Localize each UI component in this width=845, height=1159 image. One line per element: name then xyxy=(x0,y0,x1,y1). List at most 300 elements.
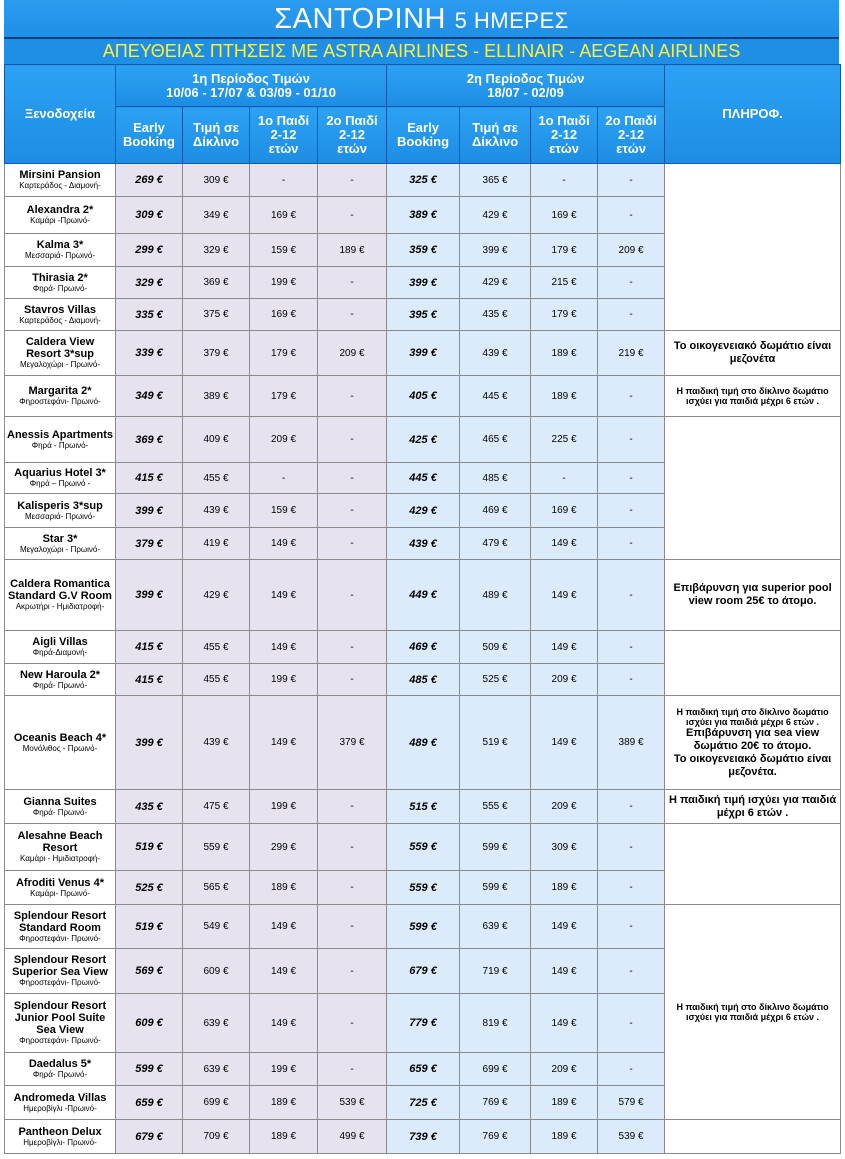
header-label: ετών xyxy=(616,141,646,156)
child-price: - xyxy=(318,299,387,331)
header-info: ΠΛΗΡΟΦ. xyxy=(665,65,841,164)
header-label: 2-12 xyxy=(618,127,645,142)
child-price: - xyxy=(250,463,318,494)
header-period-1 xyxy=(116,65,387,107)
child-price: 579 € xyxy=(598,1086,665,1120)
double-room-price: 455 € xyxy=(183,463,250,494)
early-booking-price: 415 € xyxy=(116,463,183,494)
child-price: - xyxy=(318,905,387,949)
header-p1-second-child xyxy=(318,107,387,164)
double-room-price: 369 € xyxy=(183,267,250,299)
child-price: - xyxy=(318,560,387,631)
hotel-name: Alesahne Beach Resort xyxy=(17,830,103,854)
header-label: Booking xyxy=(123,134,175,149)
double-room-price: 709 € xyxy=(183,1120,250,1154)
child-price: 189 € xyxy=(531,376,598,417)
hotel-location: Μεσσαριά- Πρωινό- xyxy=(24,511,96,521)
header-label: 1ο Παιδί xyxy=(538,113,590,128)
early-booking-price: 415 € xyxy=(116,664,183,696)
child-price: - xyxy=(318,790,387,824)
early-booking-price: 395 € xyxy=(387,299,460,331)
child-price: 209 € xyxy=(531,1053,598,1086)
early-booking-price: 679 € xyxy=(116,1120,183,1154)
header-label: 2-12 xyxy=(551,127,578,142)
hotel-cell xyxy=(5,463,116,494)
early-booking-price: 469 € xyxy=(387,631,460,664)
hotel-name: Splendour Resort Junior Pool Suite Sea View xyxy=(13,1000,107,1036)
table-row xyxy=(5,790,841,824)
header-p1-double-room-price xyxy=(183,107,250,164)
child-price: 169 € xyxy=(531,494,598,528)
double-room-price: 429 € xyxy=(460,267,531,299)
double-room-price: 549 € xyxy=(183,905,250,949)
hotel-location: Φηροστεφάνι- Πρωινό- xyxy=(19,933,101,943)
header-label: Δίκλινο xyxy=(192,134,240,149)
header-label: Booking xyxy=(397,134,450,149)
child-price: - xyxy=(318,994,387,1053)
hotel-name: Alexandra 2* xyxy=(26,204,94,216)
child-price: - xyxy=(318,949,387,994)
child-price: 179 € xyxy=(531,299,598,331)
hotel-name: Splendour Resort Superior Sea View xyxy=(12,954,108,978)
note-text: Επιβάρυνση για sea view δωμάτιο 20€ το άτομο. xyxy=(685,726,820,752)
early-booking-price: 415 € xyxy=(116,631,183,664)
hotel-name: Aquarius Hotel 3* xyxy=(14,467,106,479)
hotel-location: Καμάρι -Πρωινό- xyxy=(30,216,90,225)
early-booking-price: 659 € xyxy=(116,1086,183,1120)
hotel-name: Aigli Villas xyxy=(32,636,88,648)
child-price: - xyxy=(598,376,665,417)
double-room-price: 819 € xyxy=(460,994,531,1053)
hotel-name: Margarita 2* xyxy=(28,385,92,397)
hotel-cell xyxy=(5,949,116,994)
early-booking-price: 485 € xyxy=(387,664,460,696)
child-price: - xyxy=(531,164,598,197)
child-price: 149 € xyxy=(250,696,318,790)
header-label: 2ο Παιδί xyxy=(605,113,657,128)
child-price: 309 € xyxy=(531,824,598,871)
early-booking-price: 359 € xyxy=(387,234,460,267)
note-text: Το οικογενειακό δωμάτιο είναι μεζονέτα. xyxy=(673,752,832,778)
title-destination: ΣΑΝΤΟΡΙΝΗ xyxy=(274,3,446,35)
hotel-cell xyxy=(5,994,116,1053)
child-price: - xyxy=(598,871,665,905)
double-room-price: 555 € xyxy=(460,790,531,824)
price-table xyxy=(4,64,841,1154)
header-p1-early-booking xyxy=(116,107,183,164)
hotel-cell xyxy=(5,560,116,631)
double-room-price: 485 € xyxy=(460,463,531,494)
hotel-location: Μονόλιθος - Πρωινό- xyxy=(22,743,98,753)
double-room-price: 719 € xyxy=(460,949,531,994)
child-price: - xyxy=(598,463,665,494)
hotel-location: Φηρά - Πρωινό- xyxy=(31,440,89,450)
period-2-dates: 18/07 - 02/09 xyxy=(487,84,564,100)
early-booking-price: 339 € xyxy=(116,331,183,376)
hotel-location: Ακρωτήρι - Ημιδιατροφή- xyxy=(15,602,105,611)
child-price: 219 € xyxy=(598,331,665,376)
note-text: Η παιδική τιμή στο δίκλινο δωμάτιο ισχύει για παιδιά μέχρι 6 ετών . xyxy=(676,1002,829,1022)
table-row xyxy=(5,696,841,790)
hotel-name: New Haroula 2* xyxy=(19,668,101,681)
info-note xyxy=(665,790,841,824)
child-price: - xyxy=(318,824,387,871)
child-price: 189 € xyxy=(531,871,598,905)
double-room-price: 479 € xyxy=(460,528,531,560)
page-subtitle: ΑΠΕΥΘΕΙΑΣ ΠΤΗΣΕΙΣ ΜΕ ASTRA AIRLINES - ELLINAIR - AEGEAN AIRLINES xyxy=(4,39,839,64)
header-label: 2-12 xyxy=(339,127,366,142)
info-note xyxy=(665,824,841,905)
note-text: Το οικογενειακό δωμάτιο είναι μεζονέτα xyxy=(673,340,832,365)
early-booking-price: 429 € xyxy=(387,494,460,528)
hotel-cell xyxy=(5,528,116,560)
info-note xyxy=(665,560,841,631)
child-price: 209 € xyxy=(250,417,318,463)
child-price: 209 € xyxy=(318,331,387,376)
hotel-location: Μεγαλοχώρι - Πρωινό- xyxy=(19,544,101,554)
double-room-price: 639 € xyxy=(183,1053,250,1086)
child-price: 149 € xyxy=(250,528,318,560)
double-room-price: 419 € xyxy=(183,528,250,560)
hotel-location: Φηροστεφάνι- Πρωινό- xyxy=(19,978,101,987)
header-label: ετών xyxy=(337,141,367,156)
child-price: - xyxy=(318,463,387,494)
child-price: 149 € xyxy=(531,696,598,790)
child-price: 389 € xyxy=(598,696,665,790)
double-room-price: 439 € xyxy=(183,494,250,528)
double-room-price: 639 € xyxy=(183,994,250,1053)
child-price: 149 € xyxy=(250,994,318,1053)
early-booking-price: 329 € xyxy=(116,267,183,299)
child-price: 149 € xyxy=(531,949,598,994)
early-booking-price: 559 € xyxy=(387,871,460,905)
child-price: 189 € xyxy=(250,1120,318,1154)
child-price: 209 € xyxy=(531,790,598,824)
hotel-cell xyxy=(5,664,116,696)
table-row xyxy=(5,1120,841,1154)
hotel-cell xyxy=(5,696,116,790)
header-period-2 xyxy=(387,65,665,107)
early-booking-price: 425 € xyxy=(387,417,460,463)
child-price: - xyxy=(318,197,387,234)
hotel-location: Φηρά-Διαμονή- xyxy=(32,648,88,657)
early-booking-price: 525 € xyxy=(116,871,183,905)
double-room-price: 439 € xyxy=(183,696,250,790)
info-note xyxy=(665,331,841,376)
header-label: Early xyxy=(407,120,439,135)
child-price: 169 € xyxy=(250,299,318,331)
hotel-name: Star 3* xyxy=(42,532,78,545)
hotel-location: Μεσσαριά- Πρωινό- xyxy=(24,251,96,260)
hotel-name: Thirasia 2* xyxy=(32,271,88,284)
table-row xyxy=(5,905,841,949)
hotel-name: Oceanis Beach 4* xyxy=(13,731,107,744)
hotel-cell xyxy=(5,871,116,905)
hotel-name: Gianna Suites xyxy=(23,795,97,808)
hotel-cell xyxy=(5,1120,116,1154)
child-price: 189 € xyxy=(318,234,387,267)
early-booking-price: 299 € xyxy=(116,234,183,267)
child-price: - xyxy=(318,664,387,696)
period-1-dates: 10/06 - 17/07 & 03/09 - 01/10 xyxy=(166,84,336,100)
early-booking-price: 405 € xyxy=(387,376,460,417)
double-room-price: 475 € xyxy=(183,790,250,824)
child-price: 159 € xyxy=(250,234,318,267)
header-p2-early-booking xyxy=(387,107,460,164)
hotel-location: Ημεροβίγλι- Πρωινό- xyxy=(23,1137,97,1147)
child-price: 225 € xyxy=(531,417,598,463)
hotel-location: Καμάρι- Πρωινό- xyxy=(30,888,90,898)
hotel-location: Φηροστεφάνι- Πρωινό- xyxy=(19,1036,101,1045)
double-room-price: 525 € xyxy=(460,664,531,696)
child-price: - xyxy=(250,164,318,197)
child-price: 169 € xyxy=(531,197,598,234)
child-price: 149 € xyxy=(531,905,598,949)
child-price: - xyxy=(598,905,665,949)
child-price: 169 € xyxy=(250,197,318,234)
note-text: Επιβάρυνση για superior pool view room 25€ το άτομο. xyxy=(673,582,832,607)
double-room-price: 349 € xyxy=(183,197,250,234)
child-price: 189 € xyxy=(531,1086,598,1120)
child-price: - xyxy=(598,528,665,560)
table-row xyxy=(5,824,841,871)
hotel-location: Φηρά- Πρωινό- xyxy=(32,807,88,817)
hotel-location: Καρτεράδος - Διαμονή- xyxy=(19,315,101,325)
early-booking-price: 519 € xyxy=(116,824,183,871)
double-room-price: 559 € xyxy=(183,824,250,871)
early-booking-price: 739 € xyxy=(387,1120,460,1154)
double-room-price: 375 € xyxy=(183,299,250,331)
hotel-cell xyxy=(5,631,116,664)
header-label: ετών xyxy=(549,141,579,156)
table-row xyxy=(5,631,841,664)
early-booking-price: 725 € xyxy=(387,1086,460,1120)
table-row xyxy=(5,376,841,417)
early-booking-price: 389 € xyxy=(387,197,460,234)
hotel-cell xyxy=(5,267,116,299)
double-room-price: 435 € xyxy=(460,299,531,331)
hotel-cell xyxy=(5,905,116,949)
double-room-price: 565 € xyxy=(183,871,250,905)
child-price: 199 € xyxy=(250,1053,318,1086)
double-room-price: 399 € xyxy=(460,234,531,267)
hotel-name: Stavros Villas xyxy=(24,303,96,316)
child-price: - xyxy=(598,494,665,528)
header-p2-double-room-price xyxy=(460,107,531,164)
hotel-location: Καμάρι - Ημιδιατροφή- xyxy=(19,854,100,863)
child-price: - xyxy=(318,376,387,417)
header-label: Τιμή σε xyxy=(472,120,518,135)
child-price: - xyxy=(598,267,665,299)
double-room-price: 639 € xyxy=(460,905,531,949)
hotel-location: Φηρά- Πρωινό- xyxy=(32,1070,88,1079)
hotel-cell xyxy=(5,417,116,463)
header-label: Early xyxy=(133,120,165,135)
hotel-cell xyxy=(5,494,116,528)
hotel-cell xyxy=(5,234,116,267)
child-price: 209 € xyxy=(531,664,598,696)
child-price: 215 € xyxy=(531,267,598,299)
child-price: 149 € xyxy=(531,560,598,631)
hotel-cell xyxy=(5,824,116,871)
hotel-name: Pantheon Delux xyxy=(18,1125,102,1138)
child-price: 149 € xyxy=(531,994,598,1053)
hotel-location: Καρτεράδος - Διαμονή- xyxy=(19,181,101,190)
early-booking-price: 599 € xyxy=(116,1053,183,1086)
child-price: - xyxy=(598,299,665,331)
hotel-cell xyxy=(5,299,116,331)
child-price: 149 € xyxy=(250,905,318,949)
child-price: - xyxy=(598,824,665,871)
table-row xyxy=(5,417,841,463)
child-price: 189 € xyxy=(250,1086,318,1120)
double-room-price: 699 € xyxy=(460,1053,531,1086)
early-booking-price: 519 € xyxy=(116,905,183,949)
hotel-cell xyxy=(5,790,116,824)
header-label: ετών xyxy=(268,141,299,156)
double-room-price: 455 € xyxy=(183,631,250,664)
child-price: - xyxy=(598,560,665,631)
child-price: 159 € xyxy=(250,494,318,528)
header-label: Δίκλινο xyxy=(471,134,519,149)
header-label: Τιμή σε xyxy=(193,120,239,135)
child-price: - xyxy=(318,494,387,528)
hotel-name: Anessis Apartments xyxy=(7,428,113,441)
double-room-price: 329 € xyxy=(183,234,250,267)
early-booking-price: 309 € xyxy=(116,197,183,234)
early-booking-price: 609 € xyxy=(116,994,183,1053)
child-price: - xyxy=(598,417,665,463)
hotel-location: Φηροστεφάνι- Πρωινό- xyxy=(19,397,101,406)
child-price: - xyxy=(598,197,665,234)
period-2-title: 2η Περίοδος Τιμών xyxy=(466,70,585,86)
early-booking-price: 439 € xyxy=(387,528,460,560)
child-price: - xyxy=(318,1053,387,1086)
early-booking-price: 399 € xyxy=(387,267,460,299)
child-price: 149 € xyxy=(250,560,318,631)
child-price: 179 € xyxy=(250,376,318,417)
double-room-price: 769 € xyxy=(460,1120,531,1154)
double-room-price: 365 € xyxy=(460,164,531,197)
double-room-price: 489 € xyxy=(460,560,531,631)
double-room-price: 769 € xyxy=(460,1086,531,1120)
header-label: 2ο Παιδί xyxy=(326,113,378,128)
hotel-name: Caldera View Resort 3*sup xyxy=(25,336,95,360)
page-title xyxy=(4,0,839,38)
double-room-price: 699 € xyxy=(183,1086,250,1120)
child-price: 149 € xyxy=(250,631,318,664)
early-booking-price: 599 € xyxy=(387,905,460,949)
child-price: 539 € xyxy=(598,1120,665,1154)
child-price: 199 € xyxy=(250,267,318,299)
hotel-location: Φηρά – Πρωινό - xyxy=(29,479,91,488)
child-price: - xyxy=(598,949,665,994)
hotel-name: Andromeda Villas xyxy=(13,1091,107,1104)
double-room-price: 465 € xyxy=(460,417,531,463)
hotel-cell xyxy=(5,331,116,376)
double-room-price: 439 € xyxy=(460,331,531,376)
early-booking-price: 399 € xyxy=(116,560,183,631)
hotel-name: Daedalus 5* xyxy=(28,1058,92,1070)
child-price: 149 € xyxy=(250,949,318,994)
table-row xyxy=(5,560,841,631)
table-row xyxy=(5,164,841,197)
info-note xyxy=(665,905,841,1120)
early-booking-price: 679 € xyxy=(387,949,460,994)
child-price: 149 € xyxy=(531,528,598,560)
early-booking-price: 335 € xyxy=(116,299,183,331)
child-price: - xyxy=(318,164,387,197)
early-booking-price: 435 € xyxy=(116,790,183,824)
child-price: - xyxy=(531,463,598,494)
double-room-price: 599 € xyxy=(460,824,531,871)
double-room-price: 409 € xyxy=(183,417,250,463)
double-room-price: 429 € xyxy=(460,197,531,234)
note-text: Η παιδική τιμή στο δίκλινο δωμάτιο ισχύει για παιδιά μέχρι 6 ετών . xyxy=(676,706,829,727)
child-price: 179 € xyxy=(250,331,318,376)
info-note xyxy=(665,696,841,790)
early-booking-price: 399 € xyxy=(387,331,460,376)
child-price: - xyxy=(598,664,665,696)
child-price: 189 € xyxy=(531,331,598,376)
hotel-location: Ημεροβίγλι -Πρωινό- xyxy=(23,1103,97,1113)
hotel-name: Kalisperis 3*sup xyxy=(17,499,103,512)
child-price: 199 € xyxy=(250,664,318,696)
early-booking-price: 515 € xyxy=(387,790,460,824)
header-p1-first-child xyxy=(250,107,318,164)
hotel-cell xyxy=(5,376,116,417)
early-booking-price: 489 € xyxy=(387,696,460,790)
hotel-name: Caldera Romantica Standard G.V Room xyxy=(8,578,112,602)
info-note xyxy=(665,1120,841,1154)
double-room-price: 455 € xyxy=(183,664,250,696)
double-room-price: 469 € xyxy=(460,494,531,528)
child-price: - xyxy=(318,631,387,664)
double-room-price: 309 € xyxy=(183,164,250,197)
early-booking-price: 379 € xyxy=(116,528,183,560)
table-row xyxy=(5,331,841,376)
early-booking-price: 569 € xyxy=(116,949,183,994)
child-price: 209 € xyxy=(598,234,665,267)
note-text: Η παιδική τιμή στο δίκλινο δωμάτιο ισχύει για παιδιά μέχρι 6 ετών . xyxy=(676,386,829,406)
child-price: - xyxy=(318,417,387,463)
hotel-name: Mirsini Pansion xyxy=(19,169,101,181)
early-booking-price: 659 € xyxy=(387,1053,460,1086)
double-room-price: 519 € xyxy=(460,696,531,790)
child-price: - xyxy=(318,871,387,905)
title-days: 5 ΗΜΕΡΕΣ xyxy=(454,8,569,33)
child-price: 179 € xyxy=(531,234,598,267)
child-price: - xyxy=(318,267,387,299)
child-price: 299 € xyxy=(250,824,318,871)
early-booking-price: 399 € xyxy=(116,696,183,790)
period-1-title: 1η Περίοδος Τιμών xyxy=(192,70,310,86)
child-price: 499 € xyxy=(318,1120,387,1154)
early-booking-price: 399 € xyxy=(116,494,183,528)
hotel-location: Φηρά- Πρωινό- xyxy=(32,283,88,293)
child-price: 379 € xyxy=(318,696,387,790)
header-p2-first-child xyxy=(531,107,598,164)
info-note xyxy=(665,376,841,417)
child-price: - xyxy=(598,790,665,824)
header-p2-second-child xyxy=(598,107,665,164)
early-booking-price: 449 € xyxy=(387,560,460,631)
early-booking-price: 559 € xyxy=(387,824,460,871)
child-price: - xyxy=(598,994,665,1053)
child-price: 199 € xyxy=(250,790,318,824)
double-room-price: 509 € xyxy=(460,631,531,664)
header-label: 1ο Παιδί xyxy=(257,113,310,128)
